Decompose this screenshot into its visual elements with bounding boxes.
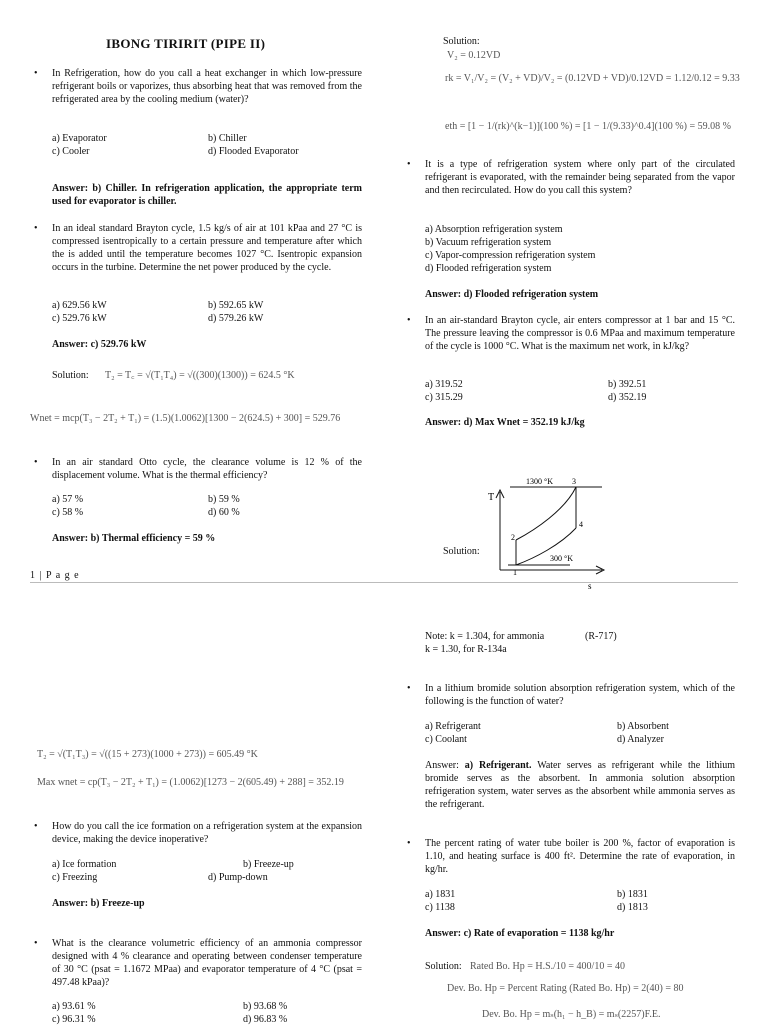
option-a: a) 93.61 % [52,1001,96,1012]
answer-text: Answer: b) Chiller. In refrigeration application, the appropriate term used for evaporator is chiller. [52,183,362,207]
question-text: In a lithium bromide solution absorption refrigeration system, which of the following is the function of water? [425,683,735,707]
answer-choice: a) Refrigerant. [464,760,532,771]
label-300k: 300 °K [550,554,573,563]
solution-label: Solution: [443,36,480,47]
option-b: b) Chiller [208,133,247,144]
question-lithium-bromide [407,682,735,708]
bullet-icon: • [407,159,411,170]
option-a: a) 319.52 [425,379,463,390]
option-c: c) Cooler [52,146,90,157]
equation-t2-air: T₂ = √(T₁T₃) = √((15 + 273)(1000 + 273)) = 605.49 °K [37,749,258,760]
option-d: d) 96.83 % [243,1014,288,1025]
point-2-label: 2 [511,533,515,542]
bullet-icon: • [34,457,38,468]
option-a: a) Refrigerant [425,721,481,732]
option-b: b) 59 % [208,494,240,505]
option-a: a) 629.56 kW [52,300,107,311]
question-otto-efficiency [34,456,362,482]
equation-dev-hp: Dev. Bo. Hp = Percent Rating (Rated Bo. Hp) = 2(40) = 80 [447,983,684,994]
point-3-label: 3 [572,477,576,486]
answer-text: Answer: d) Flooded refrigeration system [425,289,599,300]
option-b: b) Freeze-up [243,859,294,870]
question-brayton-net-power [34,222,362,274]
equation-v2: V₂ = 0.12VD [447,50,501,61]
t-axis-label: T [488,492,495,503]
equation-rk: rk = V₁/V₂ = (V₂ + VD)/V₂ = (0.12VD + VD)/0.12VD = 1.12/0.12 = 9.33 [445,73,740,84]
note-ammonia: Note: k = 1.304, for ammonia [425,631,545,642]
option-b: b) 1831 [617,889,648,900]
option-a: a) Absorption refrigeration system [425,224,563,235]
option-c: c) 529.76 kW [52,313,107,324]
question-volumetric-efficiency [34,937,362,989]
option-c: c) Vapor-compression refrigeration system [425,250,596,261]
option-a: a) Evaporator [52,133,107,144]
point-1-label: 1 [513,568,517,577]
option-c: c) Coolant [425,734,467,745]
answer-text: Answer: d) Max Wnet = 352.19 kJ/kg [425,417,585,428]
question-boiler-evaporation [407,837,735,876]
option-a: a) 1831 [425,889,456,900]
option-c: c) 58 % [52,507,84,518]
option-b: b) Absorbent [617,721,669,732]
option-c: c) Freezing [52,872,98,883]
equation-rated-hp: Rated Bo. Hp = H.S./10 = 400/10 = 40 [470,961,625,972]
bullet-icon: • [407,838,411,849]
bullet-icon: • [34,68,38,79]
option-d: d) 1813 [617,902,648,913]
option-b: b) 93.68 % [243,1001,288,1012]
question-brayton-max-work [407,314,735,353]
question-freeze-up [34,820,362,846]
option-c: c) 315.29 [425,392,463,403]
page-footer: 1 | P a g e [30,570,80,581]
page-title: IBONG TIRIRIT (PIPE II) [106,36,266,51]
answer-text: Answer: c) Rate of evaporation = 1138 kg/hr [425,928,615,939]
question-text: In an ideal standard Brayton cycle, 1.5 kg/s of air at 101 kPaa and 27 °C is compressed isentropically to a certain pressure and temperature after which the is added until the temperature becomes 1027 °C. Isentropic expansion occurs in the turbine. Determine the net power produced by the cycle. [52,223,362,273]
option-d: d) 579.26 kW [208,313,264,324]
option-d: d) Flooded Evaporator [208,146,299,157]
bullet-icon: • [34,821,38,832]
bullet-icon: • [34,938,38,949]
equation-t2: T₂ = T꜀ = √(T₁T₄) = √((300)(1300)) = 624.5 °K [105,370,295,381]
option-b: b) Vacuum refrigeration system [425,237,552,248]
solution-label: Solution: [425,961,462,972]
note-r717: (R-717) [585,631,617,642]
question-text: How do you call the ice formation on a refrigeration system at the expansion device, making the device inoperative? [52,821,362,845]
question-refrigeration-heat-exchanger [34,67,362,106]
question-text: What is the clearance volumetric efficiency of an ammonia compressor designed with 4 % clearance and operating between condenser temperature of 30 °C (psat = 1.1672 MPaa) and evaporator temperature of 4 °C (psat = 497.48 kPaa)? [52,938,362,988]
process-2-3 [516,487,576,540]
answer-lead: Answer: [425,760,465,771]
question-text: The percent rating of water tube boiler is 200 %, factor of evaporation is 1.10, and heating surface is 400 ft². Determine the rate of evaporation, in kg/hr. [425,838,735,875]
equation-eth: eth = [1 − 1/(rk)^(k−1)](100 %) = [1 − 1/(9.33)^0.4](100 %) = 59.08 % [445,121,731,132]
page-divider [30,582,738,583]
question-flooded-system [407,158,735,197]
option-b: b) 592.65 kW [208,300,264,311]
option-d: d) Analyzer [617,734,664,745]
option-d: d) 60 % [208,507,240,518]
ts-diagram [480,470,620,592]
answer-text: Answer: b) Thermal efficiency = 59 % [52,533,216,544]
option-a: a) Ice formation [52,859,117,870]
equation-max-wnet: Max wnet = cp(T₃ − 2T₂ + T₁) = (1.0062)[1273 − 2(605.49) + 288] = 352.19 [37,777,344,788]
question-text: It is a type of refrigeration system where only part of the circulated refrigerant is evaporated, with the remainder being separated from the vapor and then recirculated. How do you call this system? [425,159,735,196]
note-r134a: k = 1.30, for R-134a [425,644,507,655]
answer-text: Answer: c) 529.76 kW [52,339,147,350]
equation-dev-hp-ms: Dev. Bo. Hp = mₛ(h₁ − h_B) = mₛ(2257)F.E. [482,1009,661,1020]
solution-label: Solution: [52,370,89,381]
point-4-label: 4 [579,520,583,529]
equation-wnet: Wnet = mcp(T₃ − 2T₂ + T₁) = (1.5)(1.0062)[1300 − 2(624.5) + 300] = 529.76 [30,413,341,424]
option-a: a) 57 % [52,494,84,505]
question-text: In an air standard Otto cycle, the clearance volume is 12 % of the displacement volume. What is the thermal efficiency? [52,457,362,481]
option-c: c) 96.31 % [52,1014,96,1025]
option-c: c) 1138 [425,902,455,913]
question-text: In an air-standard Brayton cycle, air enters compressor at 1 bar and 15 °C. The pressure leaving the compressor is 0.6 MPaa and maximum temperature of the cycle is 1000 °C. What is the maximum net work, in kJ/kg? [425,315,735,352]
answer-explanation: Water serves as refrigerant while the lithium bromide serves as the absorbent. In ammonia solution absorption refrigeration system, water serves as the absorbent while ammonia serves as the refrigerant. [425,760,735,810]
option-d: d) Pump-down [208,872,268,883]
bullet-icon: • [34,223,38,234]
option-d: d) Flooded refrigeration system [425,263,552,274]
answer-text [425,759,735,811]
s-axis-label: s [588,581,592,591]
label-1300k: 1300 °K [526,477,553,486]
bullet-icon: • [407,683,411,694]
bullet-icon: • [407,315,411,326]
solution-label: Solution: [443,546,480,557]
answer-text: Answer: b) Freeze-up [52,898,145,909]
option-b: b) 392.51 [608,379,647,390]
question-text: In Refrigeration, how do you call a heat exchanger in which low-pressure refrigerant boils or vaporizes, thus absorbing heat that was removed from the refrigerated area by the cooling medium (water)? [52,68,362,105]
option-d: d) 352.19 [608,392,647,403]
